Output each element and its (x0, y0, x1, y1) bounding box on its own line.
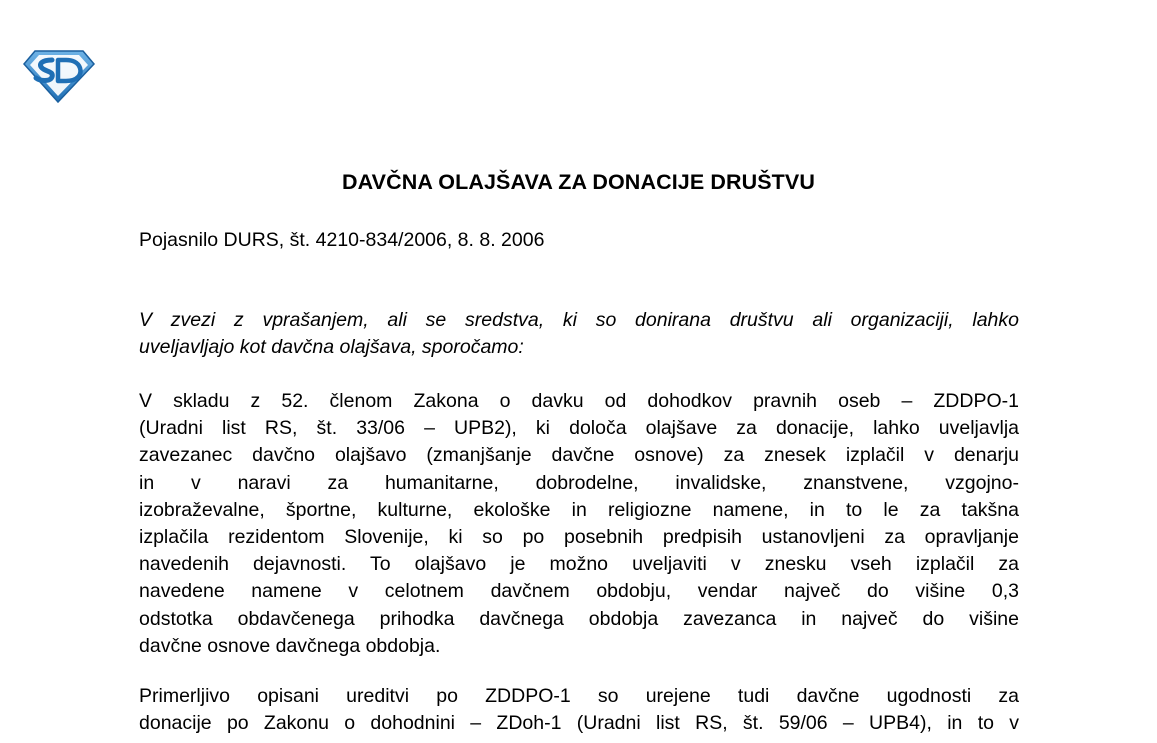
paragraph-line: odstotka obdavčenega prihodka davčnega obdobja zavezanca in največ do višine (139, 607, 1019, 630)
intro-paragraph (139, 307, 1019, 361)
reference-line: Pojasnilo DURS, št. 4210-834/2006, 8. 8. 2006 (139, 229, 545, 251)
paragraph-line: izobraževalne, športne, kulturne, ekološke in religiozne namene, in to le za takšna (139, 498, 1019, 521)
paragraph-line: (Uradni list RS, št. 33/06 – UPB2), ki določa olajšave za donacije, lahko uveljavlja (139, 417, 1019, 440)
body-paragraph-1 (139, 388, 1019, 660)
paragraph-line: Primerljivo opisani ureditvi po ZDDPO-1 so urejene tudi davčne ugodnosti za (139, 685, 1019, 707)
page-title: DAVČNA OLAJŠAVA ZA DONACIJE DRUŠTVU (342, 170, 815, 194)
sd-shield-logo-icon (22, 48, 96, 104)
paragraph-line: V zvezi z vprašanjem, ali se sredstva, ki so donirana društvu ali organizaciji, lahko (139, 309, 1019, 331)
paragraph-line: in v naravi za humanitarne, dobrodelne, invalidske, znanstvene, vzgojno- (139, 471, 1019, 494)
body-paragraph-2 (139, 683, 1019, 737)
paragraph-line: navedene namene v celotnem davčnem obdobju, vendar največ do višine 0,3 (139, 580, 1019, 603)
paragraph-line: zavezanec davčno olajšavo (zmanjšanje davčne osnove) za znesek izplačil v denarju (139, 444, 1019, 467)
paragraph-line: uveljavljajo kot davčna olajšava, sporočamo: (139, 336, 524, 359)
paragraph-line: V skladu z 52. členom Zakona o davku od dohodkov pravnih oseb – ZDDPO-1 (139, 390, 1019, 412)
logo (22, 48, 96, 104)
paragraph-line: izplačila rezidentom Slovenije, ki so po posebnih predpisih ustanovljeni za opravljanje (139, 525, 1019, 548)
paragraph-line: davčne osnove davčnega obdobja. (139, 634, 441, 657)
paragraph-line: navedenih dejavnosti. To olajšavo je možno uveljaviti v znesku vseh izplačil za (139, 553, 1019, 576)
paragraph-line: donacije po Zakonu o dohodnini – ZDoh-1 (Uradni list RS, št. 59/06 – UPB4), in to v (139, 712, 1019, 735)
